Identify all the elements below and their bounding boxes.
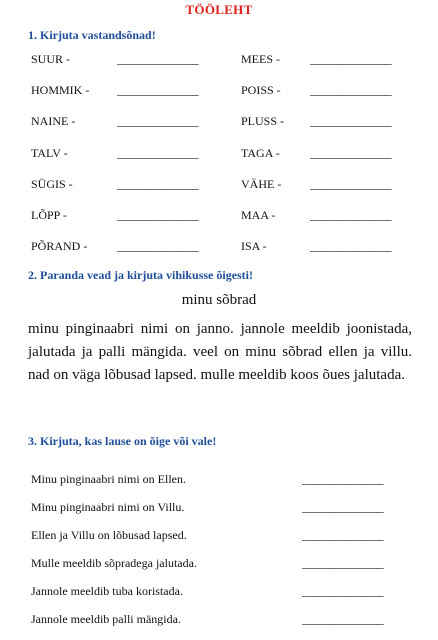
antonym-word-left: SÜGIS - bbox=[31, 177, 73, 191]
answer-blank-right[interactable]: _______________ bbox=[310, 208, 392, 222]
antonym-word-right: VÄHE - bbox=[241, 177, 282, 191]
answer-blank-right[interactable]: _______________ bbox=[310, 52, 392, 66]
answer-blank[interactable]: _______________ bbox=[302, 612, 384, 626]
answer-blank-right[interactable]: _______________ bbox=[310, 177, 392, 191]
answer-blank[interactable]: _______________ bbox=[302, 472, 384, 486]
antonym-word-left: TALV - bbox=[31, 146, 68, 160]
answer-blank-right[interactable]: _______________ bbox=[310, 83, 392, 97]
antonym-word-right: TAGA - bbox=[241, 146, 280, 160]
answer-blank-left[interactable]: _______________ bbox=[117, 114, 199, 128]
answer-blank-right[interactable]: _______________ bbox=[310, 146, 392, 160]
answer-blank[interactable]: _______________ bbox=[302, 500, 384, 514]
page-title: TÖÖLEHT bbox=[185, 2, 253, 17]
answer-blank-left[interactable]: _______________ bbox=[117, 177, 199, 191]
antonym-word-right: MAA - bbox=[241, 208, 276, 222]
text-title: minu sõbrad bbox=[181, 292, 257, 308]
antonym-word-left: PÕRAND - bbox=[31, 239, 88, 253]
text-paragraph: minu pinginaabri nimi on janno. jannole meeldib joonistada, jalutada ja palli mängida. veel on minu sõbrad ellen ja villu. nad on väga lõbusad lapsed. mulle meeldib koos õues jalutada. bbox=[28, 321, 412, 383]
statement-text: Minu pinginaabri nimi on Villu. bbox=[31, 500, 185, 514]
answer-blank-left[interactable]: _______________ bbox=[117, 83, 199, 97]
statement-text: Minu pinginaabri nimi on Ellen. bbox=[31, 472, 186, 486]
statement-text: Jannole meeldib palli mängida. bbox=[31, 612, 181, 626]
section-3-heading: 3. Kirjuta, kas lause on õige või vale! bbox=[28, 434, 217, 448]
antonym-word-right: PLUSS - bbox=[241, 114, 285, 128]
statement-text: Mulle meeldib sõpradega jalutada. bbox=[31, 556, 197, 570]
answer-blank[interactable]: _______________ bbox=[302, 556, 384, 570]
answer-blank-left[interactable]: _______________ bbox=[117, 52, 199, 66]
antonym-word-left: LÕPP - bbox=[31, 208, 67, 222]
antonym-word-right: POISS - bbox=[241, 83, 281, 97]
answer-blank-left[interactable]: _______________ bbox=[117, 239, 199, 253]
antonym-word-right: MEES - bbox=[241, 52, 280, 66]
answer-blank-left[interactable]: _______________ bbox=[117, 146, 199, 160]
answer-blank-right[interactable]: _______________ bbox=[310, 114, 392, 128]
antonym-word-right: ISA - bbox=[241, 239, 267, 253]
antonym-word-left: HOMMIK - bbox=[31, 83, 90, 97]
section-2-heading: 2. Paranda vead ja kirjuta vihikusse õigesti! bbox=[28, 268, 254, 282]
answer-blank[interactable]: _______________ bbox=[302, 584, 384, 598]
answer-blank-left[interactable]: _______________ bbox=[117, 208, 199, 222]
answer-blank-right[interactable]: _______________ bbox=[310, 239, 392, 253]
statement-text: Ellen ja Villu on lõbusad lapsed. bbox=[31, 528, 187, 542]
section-1-heading: 1. Kirjuta vastandsõnad! bbox=[28, 28, 156, 42]
answer-blank[interactable]: _______________ bbox=[302, 528, 384, 542]
statement-text: Jannole meeldib tuba koristada. bbox=[31, 584, 183, 598]
antonym-word-left: NAINE - bbox=[31, 114, 76, 128]
antonym-word-left: SUUR - bbox=[31, 52, 71, 66]
